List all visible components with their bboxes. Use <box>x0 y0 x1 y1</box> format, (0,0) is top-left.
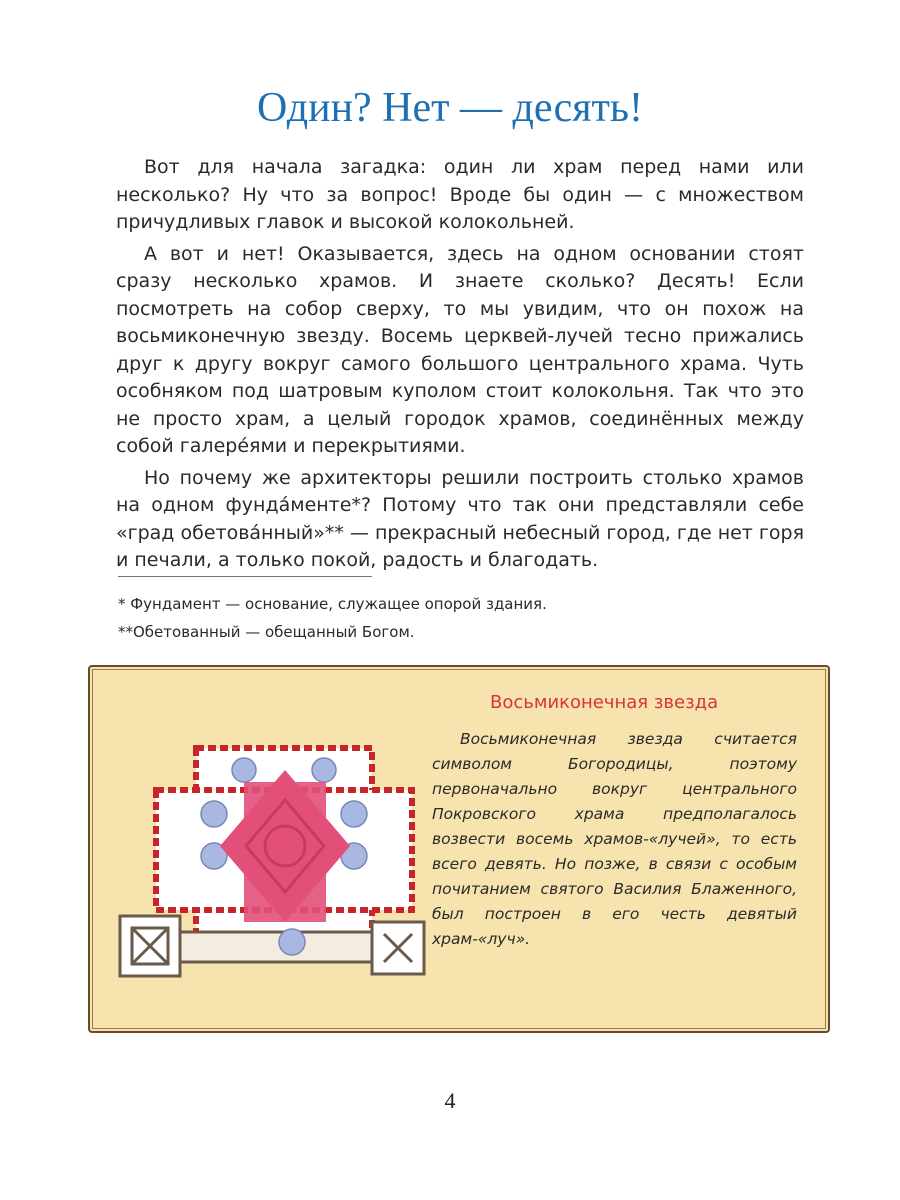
page-title: Один? Нет — десять! <box>256 85 644 131</box>
body-text <box>116 154 804 579</box>
plan-dome-n1 <box>232 758 256 782</box>
plan-dome-nw <box>201 801 227 827</box>
sidebar-text <box>432 727 797 952</box>
cathedral-floor-plan <box>118 728 438 1000</box>
sidebar-title: Восьмиконечная звезда <box>490 692 719 713</box>
footnote-1: * Фундамент — основание, служащее опорой здания. <box>118 595 547 613</box>
sidebar-paragraph: Восьмиконечная звезда считается символом Богородицы, поэтому первоначально вокруг центрального Покровского храма предполагалось возвести восемь храмов-«лучей», то есть всего девять. Но позже, в связи с особым почитанием святого Василия Блаженного, был построен в его честь девятый храм-«луч». <box>432 730 797 948</box>
plan-dome-n2 <box>312 758 336 782</box>
paragraph-1: Вот для начала загадка: один ли храм перед нами или несколько? Ну что за вопрос! Вроде бы один — с множеством причудливых главок и высокой колокольней. <box>116 156 804 233</box>
plan-dome-s <box>279 929 305 955</box>
plan-dome-ne <box>341 801 367 827</box>
footnote-divider <box>118 576 372 577</box>
paragraph-2: А вот и нет! Оказывается, здесь на одном основании стоят сразу несколько храмов. И знаете сколько? Десять! Если посмотреть на собор сверху, то мы увидим, что он похож на восьмиконечную звезду. Восемь церквей-лучей тесно прижались друг к другу вокруг самого большого центрального храма. Чуть особняком под шатровым куполом стоит колокольня. Так что это не просто храм, а целый городок храмов, соединённых между собой галерéями и перекрытиями. <box>116 242 804 457</box>
page-number: 4 <box>444 1088 456 1113</box>
footnotes <box>118 590 718 646</box>
footnote-2: **Обетованный — обещанный Богом. <box>118 623 415 641</box>
paragraph-3: Но почему же архитекторы решили построить столько храмов на одном фундáменте*? Потому что так они представляли себе «град обетовáнный»** — прекрасный небесный город, где нет горя и печали, а только покой, радость и благодать. <box>116 466 805 571</box>
